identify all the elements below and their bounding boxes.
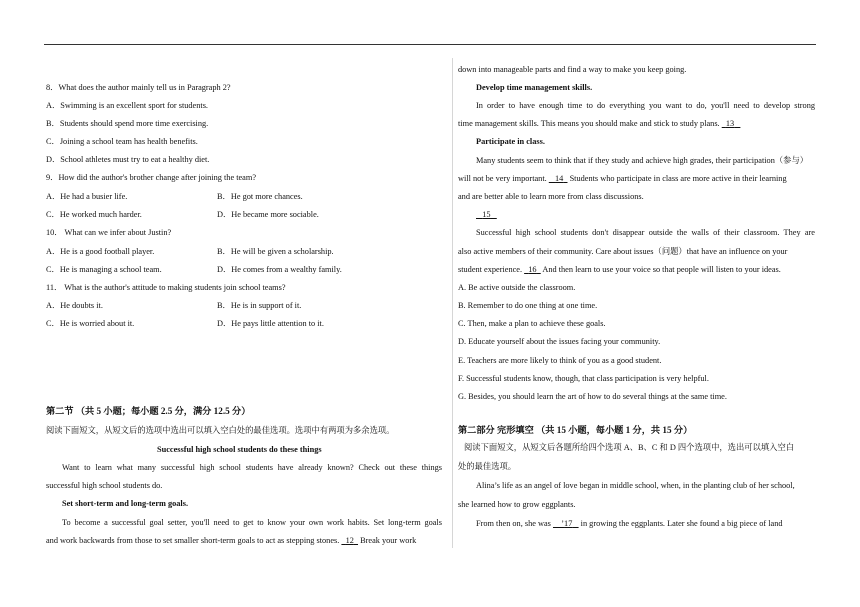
part-2-paragraph-1-line-1: Alina’s life as an angel of love began in middle school, when, in the planting club of her school, xyxy=(476,481,795,490)
header-rule xyxy=(44,44,816,45)
paragraph-3-line-2 xyxy=(458,118,740,130)
column-divider xyxy=(452,58,453,548)
paragraph-4-text-b: Students who participate in class are more active in their learning xyxy=(569,174,787,183)
blank-16 xyxy=(524,265,541,274)
blank-12-number: 12 xyxy=(345,536,354,545)
part-2-heading: 第二部分 完形填空 （共 15 小题，每小题 1 分，共 15 分） xyxy=(458,425,693,435)
question-11-option-a: A．He doubts it. xyxy=(46,301,103,310)
option-e: E. Teachers are more likely to think of you as a good student. xyxy=(458,356,662,365)
part-2-paragraph-1-line-2: she learned how to grow eggplants. xyxy=(458,500,576,509)
paragraph-3-text-a: time management skills. This means you should make and stick to study plans. xyxy=(458,119,720,128)
blank-15 xyxy=(476,210,497,219)
paragraph-5-line-3 xyxy=(458,264,781,276)
question-10-option-d: D．He comes from a wealthy family. xyxy=(217,265,342,274)
section-2-heading: 第二节 （共 5 小题；每小题 2.5 分，满分 12.5 分） xyxy=(46,406,251,416)
paragraph-5-line-1: Successful high school students don't disappear outside the walls of their classroom. They are xyxy=(476,228,815,237)
subheading-participate: Participate in class. xyxy=(476,137,545,146)
paragraph-4-text-a: will not be very important. xyxy=(458,174,547,183)
option-g: G. Besides, you should learn the art of how to do several things at the same time. xyxy=(458,392,727,401)
paragraph-2-text-a: and work backwards from those to set smaller short-term goals to act as stepping stones. xyxy=(46,536,340,545)
paragraph-4-line-1: Many students seem to think that if they study and achieve high grades, their participation（参与） xyxy=(476,156,809,165)
section-2-instruction: 阅读下面短文，从短文后的选项中选出可以填入空白处的最佳选项。选项中有两项为多余选项。 xyxy=(46,426,395,435)
blank-13-number: 13 xyxy=(725,119,735,128)
question-10-option-c: C．He is managing a school team. xyxy=(46,265,162,274)
passage-paragraph-2-line-1: To become a successful goal setter, you'll need to get to know your own work habits. Set long-term goals xyxy=(62,518,442,527)
question-10-option-b: B．He will be given a scholarship. xyxy=(217,247,334,256)
option-b: B. Remember to do one thing at one time. xyxy=(458,301,598,310)
passage-paragraph-2-line-2 xyxy=(46,535,416,547)
paragraph-4-line-2 xyxy=(458,173,787,185)
paragraph-4-line-3: and are better able to learn more from class discussions. xyxy=(458,192,644,201)
blank-17: ’17 xyxy=(552,519,573,528)
subheading-goals: Set short-term and long-term goals. xyxy=(62,499,189,508)
part-2-paragraph-2-text-b: in growing the eggplants. Later she found a big piece of land xyxy=(580,519,783,528)
question-9-option-b: B．He got more chances. xyxy=(217,192,303,201)
option-a: A. Be active outside the classroom. xyxy=(458,283,576,292)
question-8-option-b: B．Students should spend more time exercising. xyxy=(46,119,209,128)
question-10-option-a: A．He is a good football player. xyxy=(46,247,155,256)
question-8-option-a: A．Swimming is an excellent sport for students. xyxy=(46,101,208,110)
part-2-instruction-line-2: 处的最佳选项。 xyxy=(458,462,517,471)
option-c: C. Then, make a plan to achieve these goals. xyxy=(458,319,606,328)
blank-17-number: 17 xyxy=(564,519,573,528)
part-2-paragraph-2-line-1 xyxy=(476,518,783,530)
paragraph-5-text-a: student experience. xyxy=(458,265,523,274)
continuation-line: down into manageable parts and find a way to make you keep going. xyxy=(458,65,687,74)
blank-15-line xyxy=(476,209,497,221)
question-9-stem: 9．How did the author's brother change after joining the team? xyxy=(46,173,257,182)
blank-14-number: 14 xyxy=(555,174,564,183)
option-f: F. Successful students know, though, that class participation is very helpful. xyxy=(458,374,709,383)
question-10-stem: 10． What can we infer about Justin? xyxy=(46,228,172,237)
paragraph-2-text-b: Break your work xyxy=(360,536,417,545)
paragraph-3-line-1: In order to have enough time to do everything you want to do, you'll need to develop strong xyxy=(476,101,815,110)
question-8-stem: 8．What does the author mainly tell us in Paragraph 2? xyxy=(46,83,231,92)
passage-title: Successful high school students do these things xyxy=(157,445,322,454)
question-11-option-d: D．He pays little attention to it. xyxy=(217,319,324,328)
question-9-option-c: C．He worked much harder. xyxy=(46,210,142,219)
blank-16-number: 16 xyxy=(528,265,537,274)
question-8-option-c: C．Joining a school team has health benefits. xyxy=(46,137,198,146)
question-11-option-b: B．He is in support of it. xyxy=(217,301,302,310)
question-9-option-a: A．He had a busier life. xyxy=(46,192,128,201)
paragraph-5-line-2: also active members of their community. Care about issues（问题）that have an influence on your xyxy=(458,247,788,256)
blank-15-number: 15 xyxy=(482,210,491,219)
part-2-instruction-line-1: 阅读下面短文，从短文后各题所给四个选项 A、B、C 和 D 四个选项中，选出可以填入空白 xyxy=(464,443,795,452)
blank-14 xyxy=(549,174,568,183)
blank-12 xyxy=(341,536,358,545)
question-11-stem: 11． What is the author's attitude to making students join school teams? xyxy=(46,283,286,292)
passage-paragraph-1-line-2: successful high school students do. xyxy=(46,481,163,490)
question-8-option-d: D．School athletes must try to eat a healthy diet. xyxy=(46,155,210,164)
subheading-time-management: Develop time management skills. xyxy=(476,83,593,92)
question-9-option-d: D．He became more sociable. xyxy=(217,210,319,219)
question-11-option-c: C．He is worried about it. xyxy=(46,319,135,328)
blank-13 xyxy=(722,119,741,128)
option-d: D. Educate yourself about the issues facing your community. xyxy=(458,337,661,346)
passage-paragraph-1-line-1: Want to learn what many successful high school students have already known? Check out these things xyxy=(62,463,442,472)
paragraph-5-text-b: And then learn to use your voice so that people will listen to your ideas. xyxy=(542,265,781,274)
part-2-paragraph-2-text-a: From then on, she was xyxy=(476,519,551,528)
